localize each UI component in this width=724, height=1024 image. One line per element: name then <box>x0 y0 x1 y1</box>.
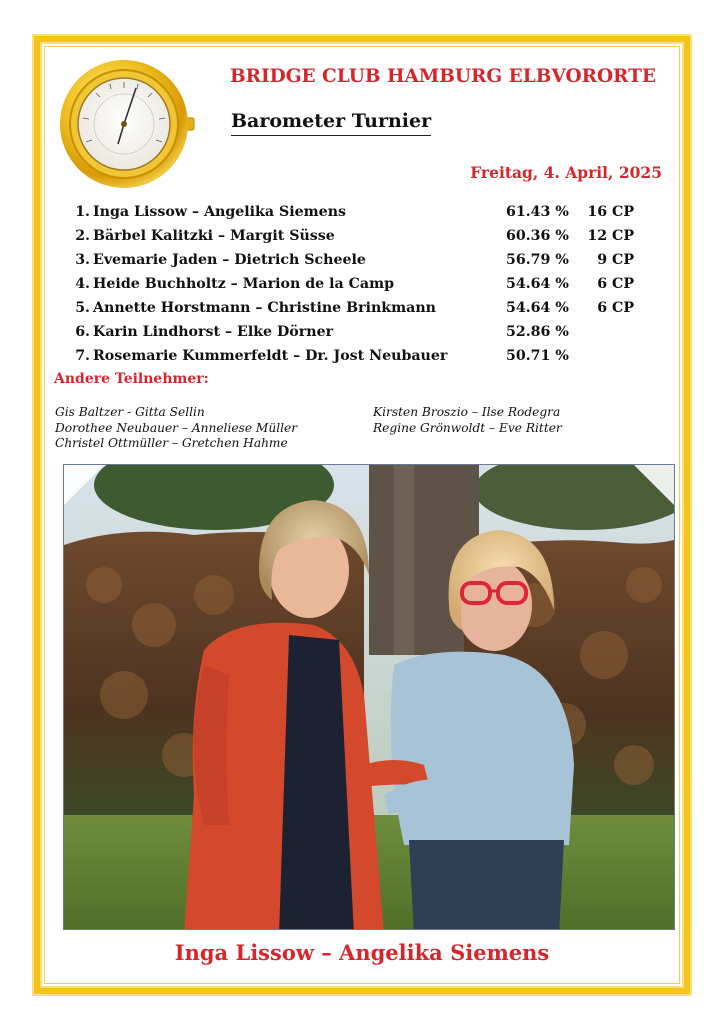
result-rank: 2. <box>75 228 90 244</box>
club-title: BRIDGE CLUB HAMBURG ELBVORORTE <box>230 66 656 87</box>
result-score: 61.43 % <box>506 204 569 220</box>
result-pair: Evemarie Jaden – Dietrich Scheele <box>93 252 366 268</box>
result-score: 56.79 % <box>506 252 569 268</box>
result-pair: Heide Buchholtz – Marion de la Camp <box>93 276 395 292</box>
results-list <box>68 204 668 372</box>
result-pair: Rosemarie Kummerfeldt – Dr. Jost Neubauer <box>93 348 448 364</box>
result-row <box>68 300 668 324</box>
result-score: 52.86 % <box>506 324 569 340</box>
result-score: 54.64 % <box>506 300 569 316</box>
result-row <box>68 324 668 348</box>
result-rank: 5. <box>75 300 90 316</box>
participant-pair: Dorothee Neubauer – Anneliese Müller <box>55 420 298 435</box>
participant-pair: Kirsten Broszio – Ilse Rodegra <box>373 405 561 419</box>
other-participants-right <box>373 405 562 436</box>
result-row <box>68 252 668 276</box>
result-score: 50.71 % <box>506 348 569 364</box>
result-rank: 4. <box>75 276 90 292</box>
photo-caption: Inga Lissow – Angelika Siemens <box>174 940 550 965</box>
result-rank: 7. <box>75 348 90 364</box>
result-pair: Annette Horstmann – Christine Brinkmann <box>93 300 436 316</box>
result-row <box>68 204 668 228</box>
result-cp: 6 CP <box>597 276 634 292</box>
result-row <box>68 228 668 252</box>
other-participants-left <box>55 405 297 452</box>
result-pair: Inga Lissow – Angelika Siemens <box>93 204 347 220</box>
result-cp: 9 CP <box>597 252 634 268</box>
result-cp: 12 CP <box>587 228 634 244</box>
result-cp: 16 CP <box>587 204 634 220</box>
event-date: Freitag, 4. April, 2025 <box>470 163 662 182</box>
result-score: 54.64 % <box>506 276 569 292</box>
result-cp: 6 CP <box>597 300 634 316</box>
result-rank: 3. <box>75 252 90 268</box>
participant-pair: Gis Baltzer - Gitta Sellin <box>55 405 205 419</box>
other-participants-heading: Andere Teilnehmer: <box>54 371 209 387</box>
barometer-icon <box>56 58 196 190</box>
result-score: 60.36 % <box>506 228 569 244</box>
result-row <box>68 276 668 300</box>
result-rank: 6. <box>75 324 90 340</box>
result-pair: Bärbel Kalitzki – Margit Süsse <box>93 228 335 244</box>
result-row <box>68 348 668 372</box>
event-title: Barometer Turnier <box>231 110 431 136</box>
winners-photo <box>63 464 675 930</box>
result-pair: Karin Lindhorst – Elke Dörner <box>93 324 334 340</box>
participant-pair: Regine Grönwoldt – Eve Ritter <box>373 420 562 435</box>
result-rank: 1. <box>75 204 90 220</box>
participant-pair: Christel Ottmüller – Gretchen Hahme <box>55 436 288 450</box>
